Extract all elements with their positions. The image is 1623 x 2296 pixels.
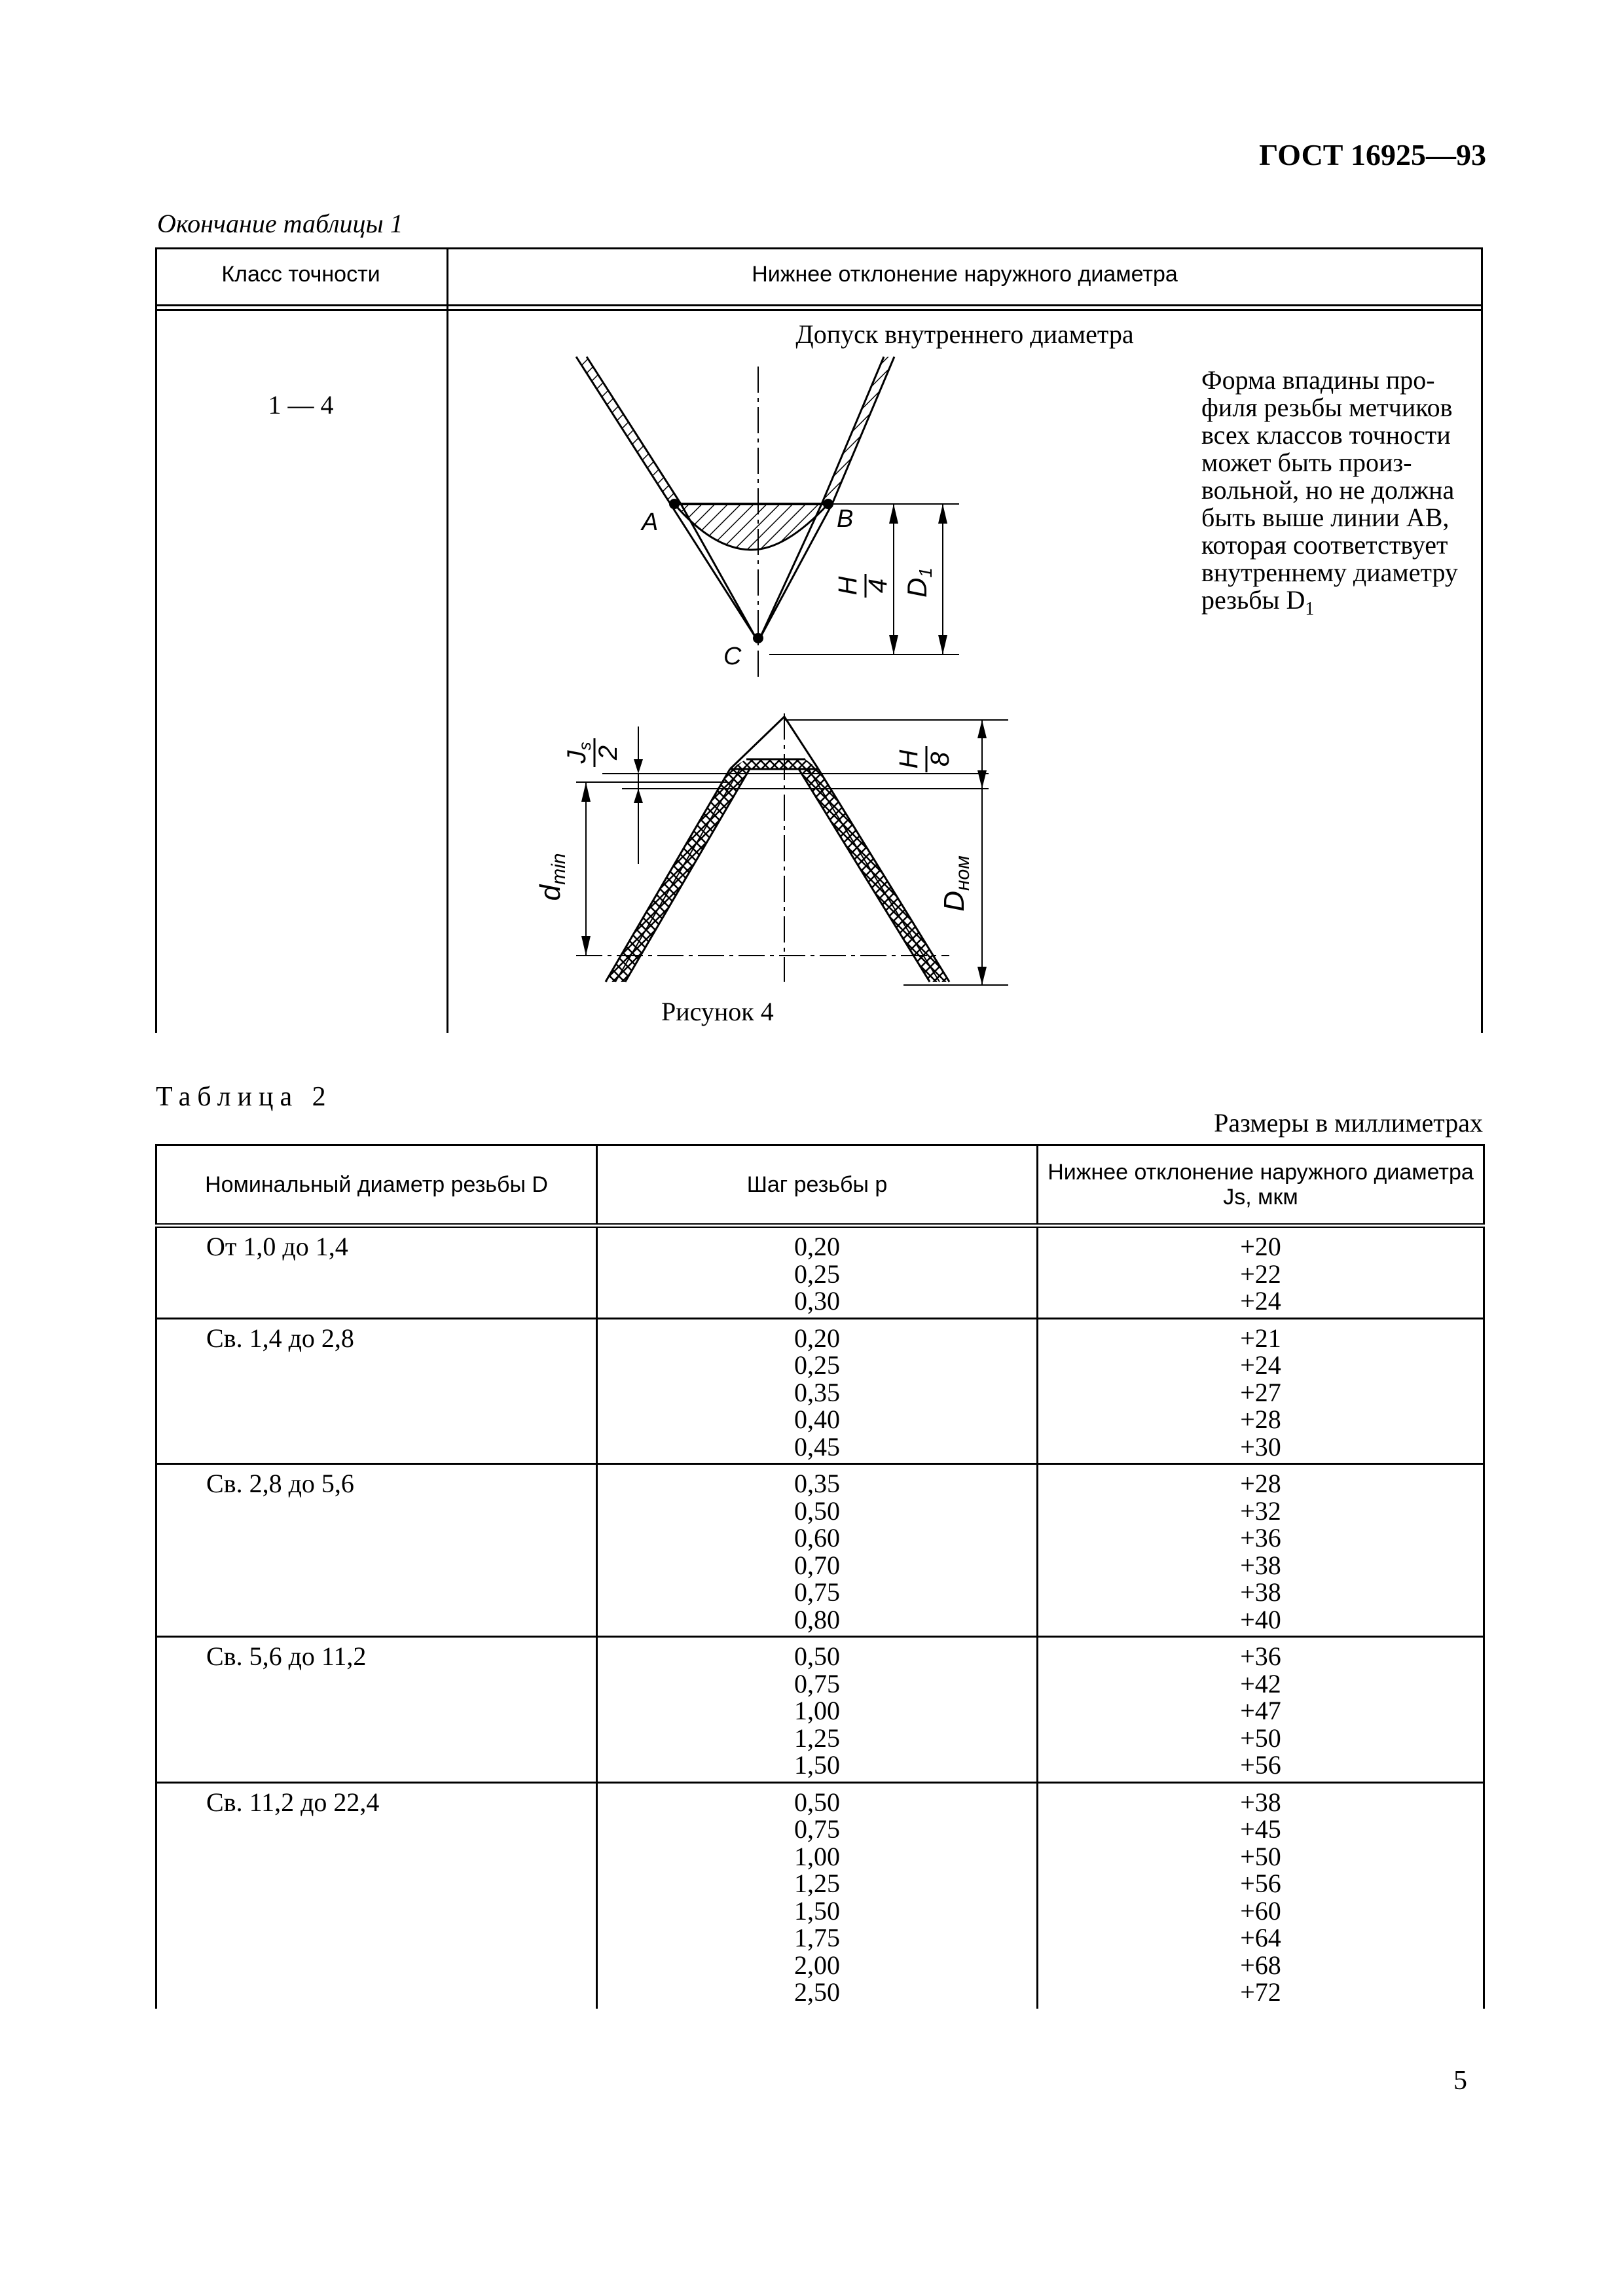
deviation-value: +21 bbox=[1240, 1323, 1281, 1353]
deviation-value: +27 bbox=[1240, 1377, 1281, 1407]
pitch-value: 1,75 bbox=[794, 1923, 840, 1952]
deviation-value: +36 bbox=[1240, 1641, 1281, 1671]
deviation-value: +38 bbox=[1240, 1577, 1281, 1607]
deviation-value: +24 bbox=[1240, 1286, 1281, 1316]
note-line: быть выше линии АВ, bbox=[1201, 503, 1450, 532]
tap-profile-upper bbox=[576, 357, 959, 681]
deviation-value: +30 bbox=[1240, 1431, 1281, 1462]
table1-subtitle: Допуск внутреннего диаметра bbox=[795, 319, 1134, 349]
pitch-value: 0,40 bbox=[794, 1405, 840, 1434]
table1-note bbox=[1201, 367, 1476, 623]
pitch-value: 2,50 bbox=[794, 1977, 840, 2007]
deviation-value: +47 bbox=[1240, 1696, 1281, 1725]
pitch-value: 1,25 bbox=[794, 1723, 840, 1753]
deviation-value: +56 bbox=[1240, 1869, 1281, 1898]
bolt-profile-lower bbox=[534, 713, 1008, 985]
table-row bbox=[156, 1637, 1484, 1783]
cell-range: От 1,0 до 1,4 bbox=[156, 1226, 597, 1319]
cell-deviation bbox=[1038, 1226, 1484, 1319]
pitch-value: 0,75 bbox=[794, 1814, 840, 1844]
header-pitch: Шаг резьбы p bbox=[597, 1145, 1038, 1226]
label-js: $J_s$ bbox=[562, 742, 594, 764]
table2-units: Размеры в миллиметрах bbox=[1214, 1108, 1483, 1138]
deviation-value: +20 bbox=[1240, 1232, 1281, 1261]
note-line: Форма впадины про- bbox=[1201, 365, 1435, 395]
table1-header-deviation: Нижнее отклонение наружного диаметра bbox=[752, 262, 1178, 287]
deviation-value: +45 bbox=[1240, 1814, 1281, 1844]
cell-deviation bbox=[1038, 1782, 1484, 2009]
note-line: которая соответствует bbox=[1201, 530, 1448, 560]
pitch-value: 0,70 bbox=[794, 1550, 840, 1580]
note-line: внутреннему диаметру bbox=[1201, 558, 1458, 587]
deviation-value: +28 bbox=[1240, 1469, 1281, 1498]
table-row bbox=[156, 1226, 1484, 1319]
note-subscript: 1 bbox=[1305, 599, 1315, 619]
cell-range: Св. 11,2 до 22,4 bbox=[156, 1782, 597, 2009]
cell-range: Св. 2,8 до 5,6 bbox=[156, 1464, 597, 1637]
header-nominal-diameter: Номинальный диаметр резьбы D bbox=[156, 1145, 597, 1226]
pitch-value: 0,20 bbox=[794, 1323, 840, 1353]
deviation-value: +32 bbox=[1240, 1496, 1281, 1526]
pitch-value: 0,35 bbox=[794, 1469, 840, 1498]
table2 bbox=[155, 1144, 1485, 2009]
cell-pitch bbox=[597, 1782, 1038, 2009]
label-h8-num: H bbox=[894, 749, 923, 769]
pitch-value: 0,35 bbox=[794, 1377, 840, 1407]
cell-range: Св. 1,4 до 2,8 bbox=[156, 1318, 597, 1464]
deviation-value: +38 bbox=[1240, 1787, 1281, 1817]
cell-range: Св. 5,6 до 11,2 bbox=[156, 1637, 597, 1783]
figure-4-drawing bbox=[458, 340, 1048, 995]
deviation-value: +50 bbox=[1240, 1841, 1281, 1871]
table-row bbox=[156, 1782, 1484, 2009]
cell-pitch bbox=[597, 1637, 1038, 1783]
cell-pitch bbox=[597, 1318, 1038, 1464]
deviation-value: +22 bbox=[1240, 1259, 1281, 1289]
label-h4-num: H bbox=[833, 576, 862, 596]
note-line: филя резьбы метчиков bbox=[1201, 393, 1453, 422]
table1-class-value: 1 — 4 bbox=[268, 390, 334, 420]
label-point-c: C bbox=[723, 643, 742, 670]
deviation-value: +24 bbox=[1240, 1350, 1281, 1380]
pitch-value: 0,25 bbox=[794, 1259, 840, 1289]
deviation-value: +72 bbox=[1240, 1977, 1281, 2007]
cell-deviation bbox=[1038, 1318, 1484, 1464]
standard-number: ГОСТ 16925—93 bbox=[1259, 138, 1486, 171]
cell-deviation bbox=[1038, 1637, 1484, 1783]
table1-header-class: Класс точности bbox=[221, 262, 380, 287]
pitch-value: 0,50 bbox=[794, 1496, 840, 1526]
figure-caption: Рисунок 4 bbox=[661, 997, 774, 1026]
pitch-value: 0,80 bbox=[794, 1604, 840, 1634]
pitch-value: 0,60 bbox=[794, 1523, 840, 1552]
table-row bbox=[156, 1464, 1484, 1637]
deviation-value: +38 bbox=[1240, 1550, 1281, 1580]
pitch-value: 1,00 bbox=[794, 1696, 840, 1725]
pitch-value: 0,20 bbox=[794, 1232, 840, 1261]
table-row bbox=[156, 1318, 1484, 1464]
pitch-value: 0,45 bbox=[794, 1431, 840, 1462]
table2-header-row bbox=[156, 1145, 1484, 1226]
pitch-value: 0,50 bbox=[794, 1787, 840, 1817]
pitch-value: 0,30 bbox=[794, 1286, 840, 1316]
note-line: всех классов точности bbox=[1201, 420, 1451, 450]
label-point-a: A bbox=[642, 509, 659, 536]
cell-pitch bbox=[597, 1464, 1038, 1637]
pitch-value: 1,50 bbox=[794, 1750, 840, 1780]
page-number: 5 bbox=[1453, 2066, 1467, 2096]
pitch-value: 0,75 bbox=[794, 1668, 840, 1698]
pitch-value: 0,50 bbox=[794, 1641, 840, 1671]
note-line bbox=[1201, 586, 1476, 623]
pitch-value: 2,00 bbox=[794, 1950, 840, 1980]
label-js-den: 2 bbox=[594, 745, 623, 761]
pitch-value: 1,00 bbox=[794, 1841, 840, 1871]
deviation-value: +64 bbox=[1240, 1923, 1281, 1952]
label-h8-den: 8 bbox=[926, 751, 955, 767]
note-line-text: резьбы D bbox=[1201, 585, 1305, 615]
pitch-value: 0,25 bbox=[794, 1350, 840, 1380]
deviation-value: +28 bbox=[1240, 1405, 1281, 1434]
table1-caption: Окончание таблицы 1 bbox=[157, 209, 403, 238]
table2-title: Таблица 2 bbox=[156, 1082, 333, 1112]
deviation-value: +42 bbox=[1240, 1668, 1281, 1698]
deviation-value: +60 bbox=[1240, 1895, 1281, 1926]
cell-pitch bbox=[597, 1226, 1038, 1319]
pitch-value: 1,25 bbox=[794, 1869, 840, 1898]
deviation-value: +50 bbox=[1240, 1723, 1281, 1753]
cell-deviation bbox=[1038, 1464, 1484, 1637]
deviation-value: +68 bbox=[1240, 1950, 1281, 1980]
note-line: вольной, но не должна bbox=[1201, 475, 1455, 505]
label-d1: D1 bbox=[902, 567, 936, 598]
label-h4-den: 4 bbox=[864, 578, 892, 594]
header-lower-deviation: Нижнее отклонение наружного диаметра Js, мкм bbox=[1038, 1145, 1484, 1226]
deviation-value: +56 bbox=[1240, 1750, 1281, 1780]
label-dnom: Dном bbox=[938, 855, 974, 912]
label-dmin: dmin bbox=[534, 853, 570, 901]
label-point-b: B bbox=[837, 505, 854, 533]
pitch-value: 1,50 bbox=[794, 1895, 840, 1926]
deviation-value: +40 bbox=[1240, 1604, 1281, 1634]
pitch-value: 0,75 bbox=[794, 1577, 840, 1607]
deviation-value: +36 bbox=[1240, 1523, 1281, 1552]
note-line: может быть произ- bbox=[1201, 448, 1412, 477]
